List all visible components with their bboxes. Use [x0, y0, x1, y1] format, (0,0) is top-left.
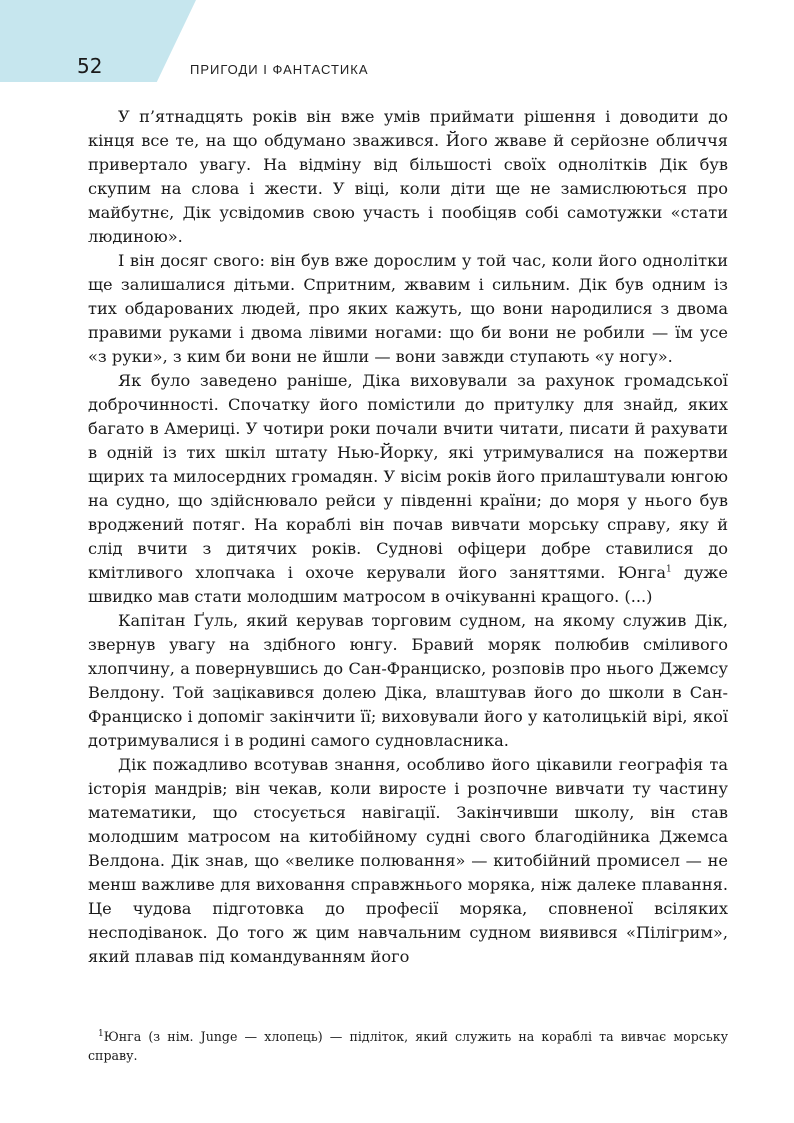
footnote: [88, 1027, 728, 1065]
paragraph-1: У п’ятнадцять років він вже умів приймати рішення і доводити до кінця все те, на що обдумано зважився. Його жваве й серйозне обличчя привертало увагу. На відміну від більшості своїх однолітків Дік був скупим на слова і жести. У віці, коли діти ще не замислюються про майбутнє, Дік усвідомив свою участь і пообіцяв собі самотужки «стати людиною».: [88, 107, 728, 246]
footnote-marker: 1: [98, 1028, 104, 1039]
paragraph-3-part-1: Як було заведено раніше, Діка виховували за рахунок громадської доброчинності. Спочатку його помістили до притулку для знайд, яких багато в Америці. У чотири роки почали вчити читати, писати й рахувати в одній із тих шкіл штату Нью-Йорку, які утримувалися на пожертви щирих та милосердних громадян. У вісім років його прилаштували юнгою на судно, що здійснювало рейси у південні країни; до моря у нього був вроджений потяг. На кораблі він почав вивчати морську справу, яку й слід вчити з дитячих років. Суднові офіцери добре ставилися до кмітливого хлопчака і охоче керували його заняттями. Юнга: [88, 371, 728, 582]
footnote-reference[interactable]: 1: [665, 564, 672, 575]
body-text: [88, 105, 728, 969]
paragraph-4: Капітан Ґуль, який керував торговим судном, на якому служив Дік, звернув увагу на здібного юнгу. Бравий моряк полюбив сміливого хлопчину, а повернувшись до Сан-Франциско, розповів про нього Джемсу Велдону. Той зацікавився долею Діка, влаштував його до школи в Сан-Франциско і допоміг закінчити її; виховували його у католицькій вірі, якої дотримувалися і в родині самого судновласника.: [88, 611, 728, 750]
paragraph-3: [88, 369, 728, 609]
footnote-text: Юнга (з нім. Junge — хлопець) — підліток, який служить на кораблі та вивчає морську справу.: [88, 1029, 728, 1063]
paragraph-2: І він досяг свого: він був вже дорослим у той час, коли його однолітки ще залишалися дітьми. Спритним, жвавим і сильним. Дік був одним із тих обдарованих людей, про яких кажуть, що вони народилися з двома правими руками і двома лівими ногами: що би вони не робили — їм усе «з руки», з ким би вони не йшли — вони завжди ступають «у ногу».: [88, 251, 728, 366]
paragraph-5: Дік пожадливо всотував знання, особливо його цікавили географія та історія мандрів; він чекав, коли виросте і розпочне вивчати ту частину математики, що стосується навігації. Закінчивши школу, він став молодшим матросом на китобійному судні свого благодійника Джемса Велдона. Дік знав, що «велике полювання» — китобійний промисел — не менш важливе для виховання справжнього моряка, ніж далеке плавання. Це чудова підготовка до професії моряка, сповненої всіляких несподіванок. До того ж цим навчальним судном виявився «Пілігрим», який плавав під командуванням його: [88, 755, 728, 966]
paragraph-3-part-2: дуже швидко мав стати молодшим матросом в очікуванні кращого. (...): [88, 563, 729, 606]
page-number: 52: [77, 54, 103, 78]
section-title: ПРИГОДИ І ФАНТАСТИКА: [190, 62, 369, 77]
